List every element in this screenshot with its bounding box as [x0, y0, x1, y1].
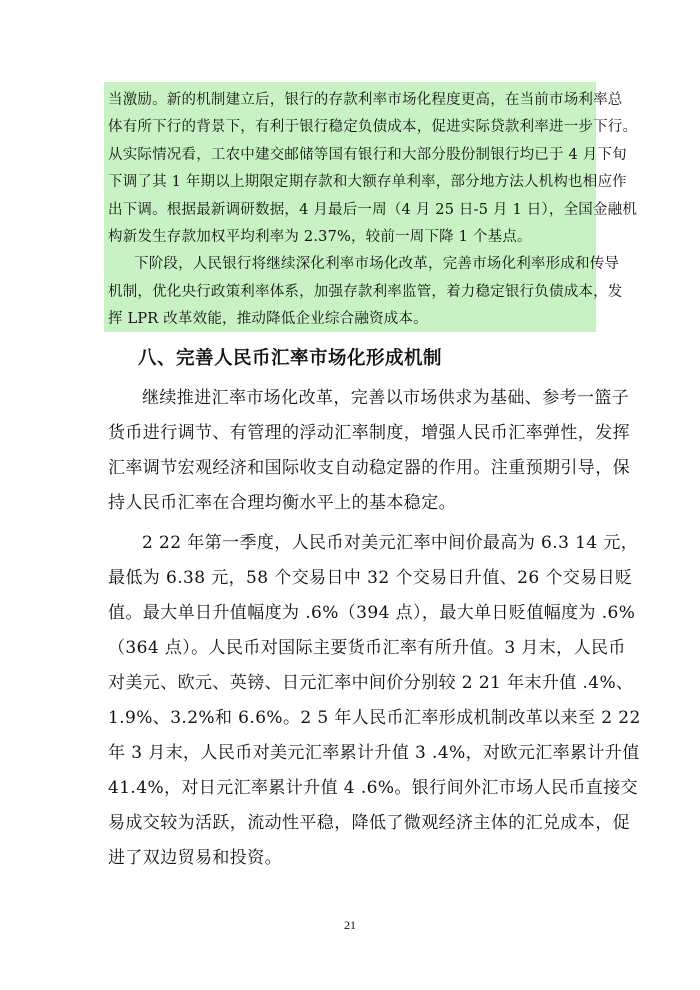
highlighted-text-line: 出下调。根据最新调研数据，4 月最后一周（4 月 25 日-5 月 1 日），全国金融机: [108, 202, 638, 218]
highlighted-text-line: 体有所下行的背景下，有利于银行稳定负债成本，促进实际贷款利率进一步下行。: [108, 119, 638, 135]
body-text-line: 2 22 年第一季度，人民币对美元汇率中间价最高为 6.3 14 元，: [142, 533, 639, 553]
body-text-line: 易成交较为活跃，流动性平稳，降低了微观经济主体的汇兑成本，促: [108, 813, 630, 833]
page-number: 21: [344, 918, 356, 932]
highlighted-text-line: 挥 LPR 改革效能，推动降低企业综合融资成本。: [108, 311, 428, 327]
body-text-line: 对美元、欧元、英镑、日元汇率中间价分别较 2 21 年末升值 .4%、: [108, 673, 634, 693]
body-text-line: 进了双边贸易和投资。: [108, 848, 282, 868]
highlighted-text-line: 机制，优化央行政策利率体系，加强存款利率监管，着力稳定银行负债成本，发: [108, 284, 623, 300]
body-text-line: 1.9%、3.2%和 6.6%。2 5 年人民币汇率形成机制改革以来至 2 22: [108, 708, 641, 728]
body-text-line: 继续推进汇率市场化改革，完善以市场供求为基础、参考一篮子: [142, 388, 630, 408]
body-text-line: 汇率调节宏观经济和国际收支自动稳定器的作用。注重预期引导，保: [108, 458, 630, 478]
highlighted-text-line: 当激励。新的机制建立后，银行的存款利率市场化程度更高，在当前市场利率总: [108, 92, 623, 108]
highlighted-text-line: 构新发生存款加权平均利率为 2.37%，较前一周下降 1 个基点。: [108, 229, 532, 245]
highlighted-text-line: 从实际情况看，工农中建交邮储等国有银行和大部分股份制银行均已于 4 月下旬: [108, 147, 627, 163]
body-text-line: 年 3 月末，人民币对美元汇率累计升值 3 .4%，对欧元汇率累计升值: [108, 743, 640, 763]
highlighted-text-line: 下调了其 1 年期以上期限定期存款和大额存单利率，部分地方法人机构也相应作: [108, 174, 627, 190]
section-heading: 八、完善人民币汇率市场化形成机制: [138, 348, 443, 369]
body-text-line: 持人民币汇率在合理均衡水平上的基本稳定。: [108, 493, 456, 513]
body-text-line: （364 点）。人民币对国际主要货币汇率有所升值。3 月末，人民币: [108, 638, 626, 658]
highlighted-text-line: 下阶段，人民银行将继续深化利率市场化改革，完善市场化利率形成和传导: [134, 256, 620, 272]
body-text-line: 最低为 6.38 元，58 个交易日中 32 个交易日升值、26 个交易日贬: [108, 568, 633, 588]
body-text-line: 41.4%，对日元汇率累计升值 4 .6%。银行间外汇市场人民币直接交: [108, 778, 639, 798]
body-text-line: 货币进行调节、有管理的浮动汇率制度，增强人民币汇率弹性，发挥: [108, 423, 630, 443]
body-text-line: 值。最大单日升值幅度为 .6%（394 点），最大单日贬值幅度为 .6%: [108, 603, 636, 623]
